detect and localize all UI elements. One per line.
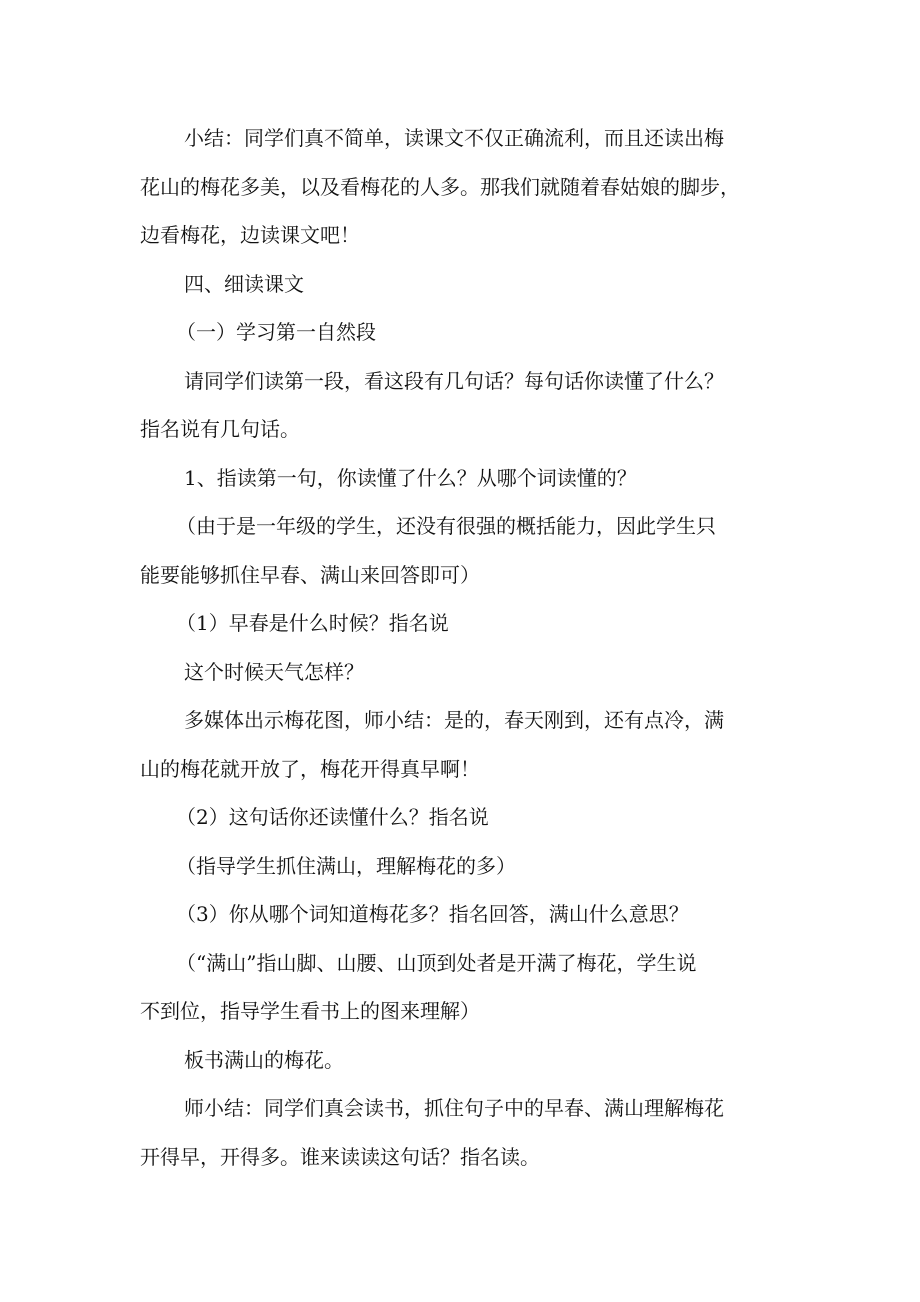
text-line: 板书满山的梅花。 — [184, 1047, 344, 1072]
text-line: 小结：同学们真不简单，读课文不仅正确流利，而且还读出梅 — [184, 126, 724, 150]
text-line: 开得早，开得多。谁来读读这句话？指名读。 — [140, 1144, 540, 1169]
text-line: （由于是一年级的学生，还没有很强的概括能力，因此学生只 — [176, 514, 716, 538]
text-line: 这个时候天气怎样？ — [184, 659, 364, 684]
text-line: （“满山”指山脚、山腰、山顶到处者是开满了梅花，学生说 — [176, 950, 697, 975]
text-line: 师小结：同学们真会读书，抓住句子中的早春、满山理解梅花 — [184, 1096, 724, 1120]
text-line: 边看梅花，边读课文吧！ — [140, 223, 360, 247]
document-body — [140, 114, 780, 1181]
subsection-heading: （一）学习第一自然段 — [176, 320, 376, 344]
text-line: 请同学们读第一段，看这段有几句话？每句话你读懂了什么？ — [184, 368, 724, 393]
section-heading: 四、细读课文 — [184, 271, 304, 296]
text-line: 指名说有几句话。 — [140, 417, 300, 441]
text-line: （指导学生抓住满山，理解梅花的多） — [176, 853, 516, 878]
text-line: 花山的梅花多美，以及看梅花的人多。那我们就随着春姑娘的脚步， — [140, 174, 740, 199]
text-line: （2）这句话你还读懂什么？指名说 — [176, 805, 489, 829]
text-line: 能要能够抓住早春、满山来回答即可） — [140, 562, 480, 587]
text-line: 不到位，指导学生看书上的图来理解） — [140, 999, 480, 1023]
text-line: （1）早春是什么时候？指名说 — [176, 611, 449, 635]
text-line: 山的梅花就开放了，梅花开得真早啊！ — [140, 756, 480, 781]
text-line: （3）你从哪个词知道梅花多？指名回答，满山什么意思？ — [176, 902, 689, 926]
text-line: 1、指读第一句，你读懂了什么？从哪个词读懂的？ — [184, 465, 637, 490]
text-line: 多媒体出示梅花图，师小结：是的，春天刚到，还有点冷，满 — [184, 708, 724, 732]
